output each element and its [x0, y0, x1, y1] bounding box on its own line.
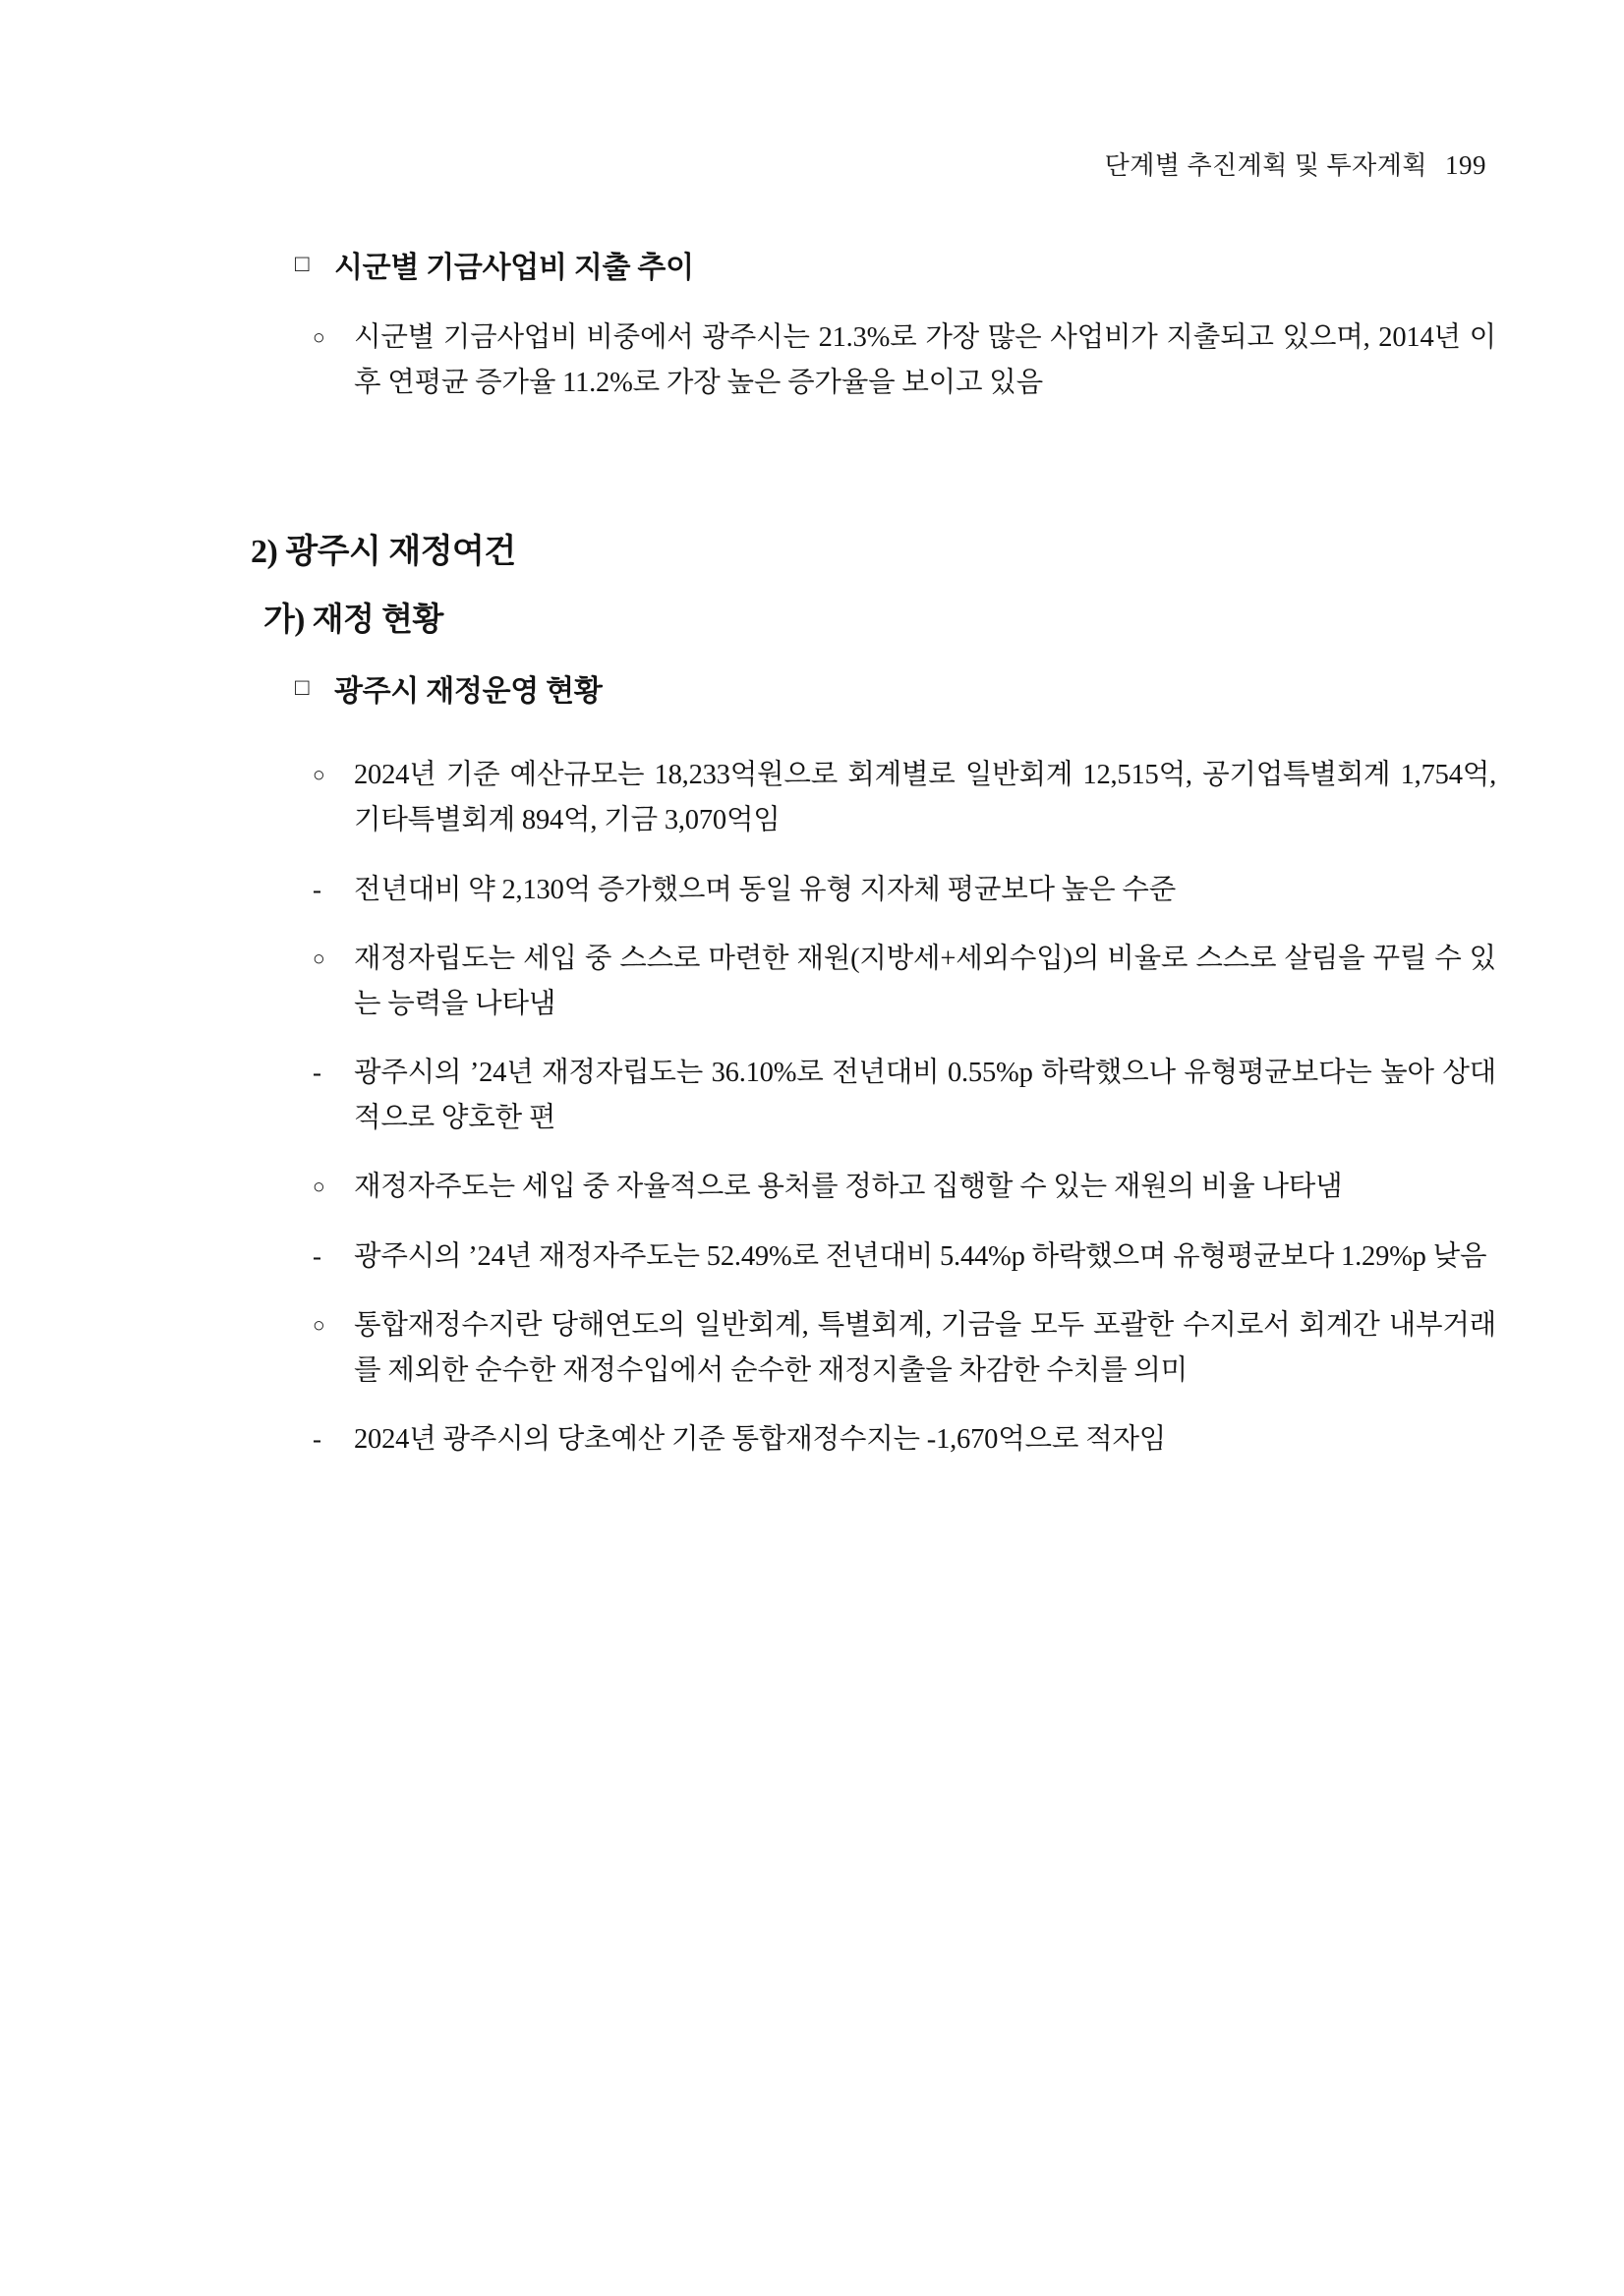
dash-bullet-icon: -	[313, 1424, 321, 1455]
dash-bullet-icon: -	[313, 874, 321, 904]
spacer	[0, 739, 1624, 753]
running-title: 단계별 추진계획 및 투자계획	[1104, 151, 1427, 180]
page-header	[1105, 145, 1486, 182]
chapter-subheading: 가) 재정 현황	[263, 603, 443, 639]
list-item	[313, 868, 1496, 913]
circle-bullet-icon: ○	[313, 325, 325, 349]
list-item	[313, 1234, 1496, 1280]
list-item-text: 시군별 기금사업비 비중에서 광주시는 21.3%로 가장 많은 사업비가 지출되고 있으며, 2014년 이후 연평균 증가율 11.2%로 가장 높은 증가율을 보이고 있음	[354, 322, 1496, 399]
chapter-heading: 2) 광주시 재정여건	[251, 534, 516, 571]
list-item	[313, 1303, 1496, 1394]
square-bullet-icon: □	[295, 252, 310, 277]
circle-bullet-icon: ○	[313, 946, 325, 970]
list-item-text: 광주시의 ’24년 재정자립도는 36.10%로 전년대비 0.55%p 하락했으나 유형평균보다는 높아 상대적으로 양호한 편	[354, 1058, 1496, 1134]
dash-bullet-icon: -	[313, 1058, 321, 1088]
list-item	[313, 316, 1496, 406]
list-item	[313, 937, 1496, 1027]
list-item-text: 재정자립도는 세입 중 스스로 마련한 재원(지방세+세외수입)의 비율로 스스로 살림을 꾸릴 수 있는 능력을 나타냄	[354, 943, 1496, 1019]
list-item	[313, 1165, 1496, 1210]
page-number: 199	[1445, 150, 1486, 180]
list-item	[313, 753, 1496, 843]
list-item-text: 2024년 광주시의 당초예산 기준 통합재정수지는 -1,670억으로 적자임	[354, 1424, 1167, 1456]
list-item-text: 전년대비 약 2,130억 증가했으며 동일 유형 지자체 평균보다 높은 수준	[354, 874, 1177, 905]
list-item-text: 2024년 기준 예산규모는 18,233억원으로 회계별로 일반회계 12,515억, 공기업특별회계 1,754억, 기타특별회계 894억, 기금 3,070억임	[354, 760, 1496, 836]
section-heading-expenditure-trend	[295, 246, 1624, 290]
section-heading-text: 시군별 기금사업비 지출 추이	[334, 252, 694, 284]
square-bullet-icon: □	[295, 675, 310, 702]
section-spacer	[0, 430, 1624, 524]
page-content	[0, 246, 1624, 1486]
circle-bullet-icon: ○	[313, 1175, 325, 1199]
section-heading-finance-status	[295, 669, 1624, 714]
list-item	[313, 1417, 1496, 1463]
circle-bullet-icon: ○	[313, 1312, 325, 1337]
circle-bullet-icon: ○	[313, 763, 325, 787]
list-item	[313, 1051, 1496, 1141]
list-item-text: 광주시의 ’24년 재정자주도는 52.49%로 전년대비 5.44%p 하락했으며 유형평균보다 1.29%p 낮음	[354, 1240, 1487, 1272]
list-item-text: 재정자주도는 세입 중 자율적으로 용처를 정하고 집행할 수 있는 재원의 비율 나타냄	[354, 1172, 1343, 1203]
section-heading-text: 광주시 재정운영 현황	[334, 675, 603, 709]
list-item-text: 통합재정수지란 당해연도의 일반회계, 특별회계, 기금을 모두 포괄한 수지로서 회계간 내부거래를 제외한 순수한 재정수입에서 순수한 재정지출을 차감한 수치를 의미	[354, 1309, 1496, 1386]
dash-bullet-icon: -	[313, 1240, 321, 1271]
